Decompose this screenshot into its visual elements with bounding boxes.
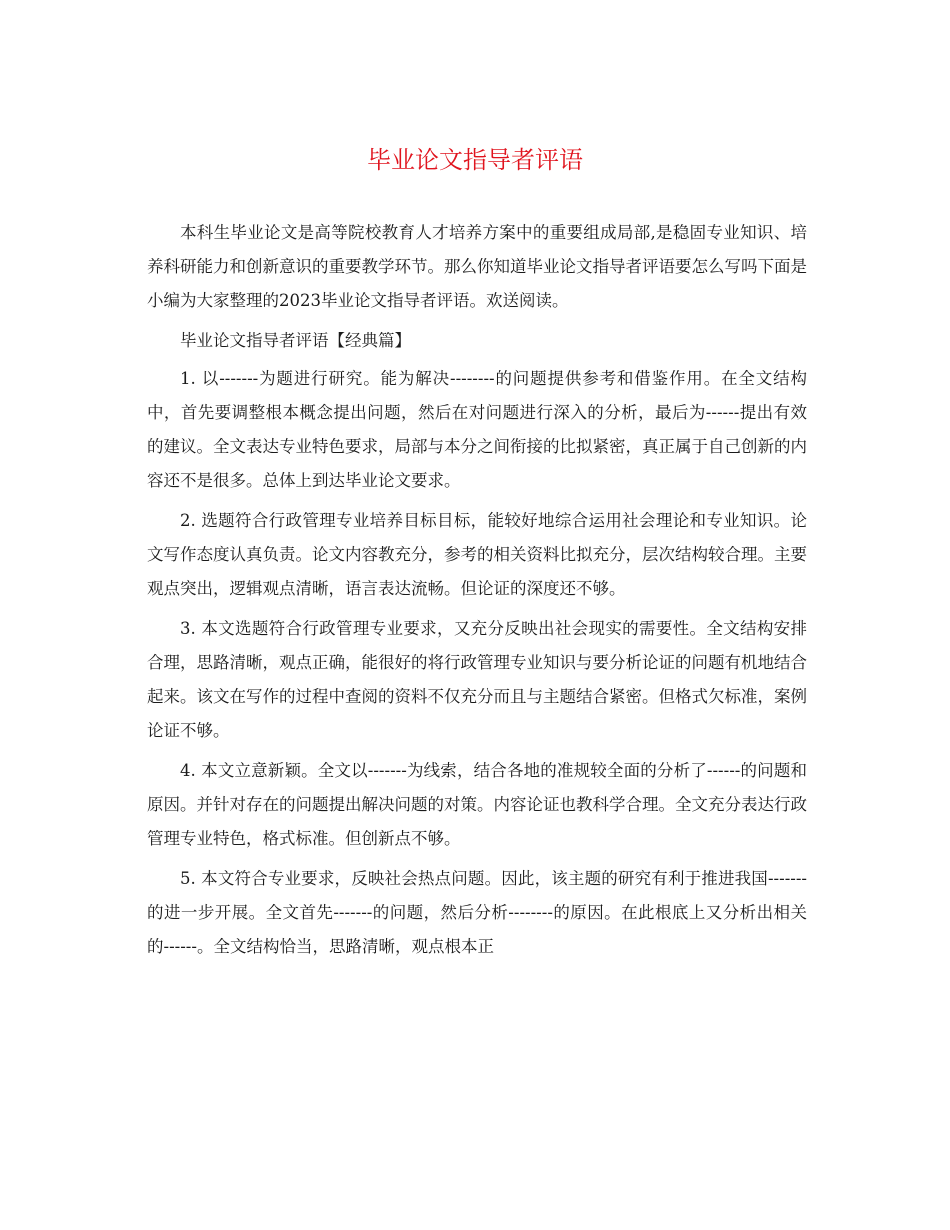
comment-paragraph-1: 1. 以-------为题进行研究。能为解决--------的问题提供参考和借鉴作用。在全文结构中，首先要调整根本概念提出问题，然后在对问题进行深入的分析，最后为------提出有效的建议。全文表达专业特色要求，局部与本分之间衔接的比拟紧密，真正属于自己创新的内容还不是很多。总体上到达毕业论文要求。: [147, 369, 807, 490]
comment-paragraph-3: 3. 本文选题符合行政管理专业要求，又充分反映出社会现实的需要性。全文结构安排合理，思路清晰，观点正确，能很好的将行政管理专业知识与要分析论证的问题有机地结合起来。该文在写作的过程中查阅的资料不仅充分而且与主题结合紧密。但格式欠标准，案例论证不够。: [147, 619, 807, 740]
document-body: [147, 216, 807, 970]
document-title: 毕业论文指导者评语: [367, 146, 583, 174]
intro-paragraph: 本科生毕业论文是高等院校教育人才培养方案中的重要组成局部,是稳固专业知识、培养科研能力和创新意识的重要教学环节。那么你知道毕业论文指导者评语要怎么写吗下面是小编为大家整理的2023毕业论文指导者评语。欢送阅读。: [147, 223, 807, 310]
comment-paragraph-4: 4. 本文立意新颖。全文以-------为线索，结合各地的准规较全面的分析了------的问题和原因。并针对存在的问题提出解决问题的对策。内容论证也教科学合理。全文充分表达行政管理专业特色，格式标准。但创新点不够。: [147, 761, 807, 848]
comment-paragraph-2: 2. 选题符合行政管理专业培养目标目标，能较好地综合运用社会理论和专业知识。论文写作态度认真负责。论文内容教充分，参考的相关资料比拟充分，层次结构较合理。主要观点突出，逻辑观点清晰，语言表达流畅。但论证的深度还不够。: [147, 511, 807, 598]
section-heading: 毕业论文指导者评语【经典篇】: [180, 331, 411, 350]
comment-paragraph-5: 5. 本文符合专业要求，反映社会热点问题。因此，该主题的研究有利于推进我国-------的进一步开展。全文首先-------的问题，然后分析--------的原因。在此根底上又分析出相关的------。全文结构恰当，思路清晰，观点根本正: [147, 869, 807, 956]
